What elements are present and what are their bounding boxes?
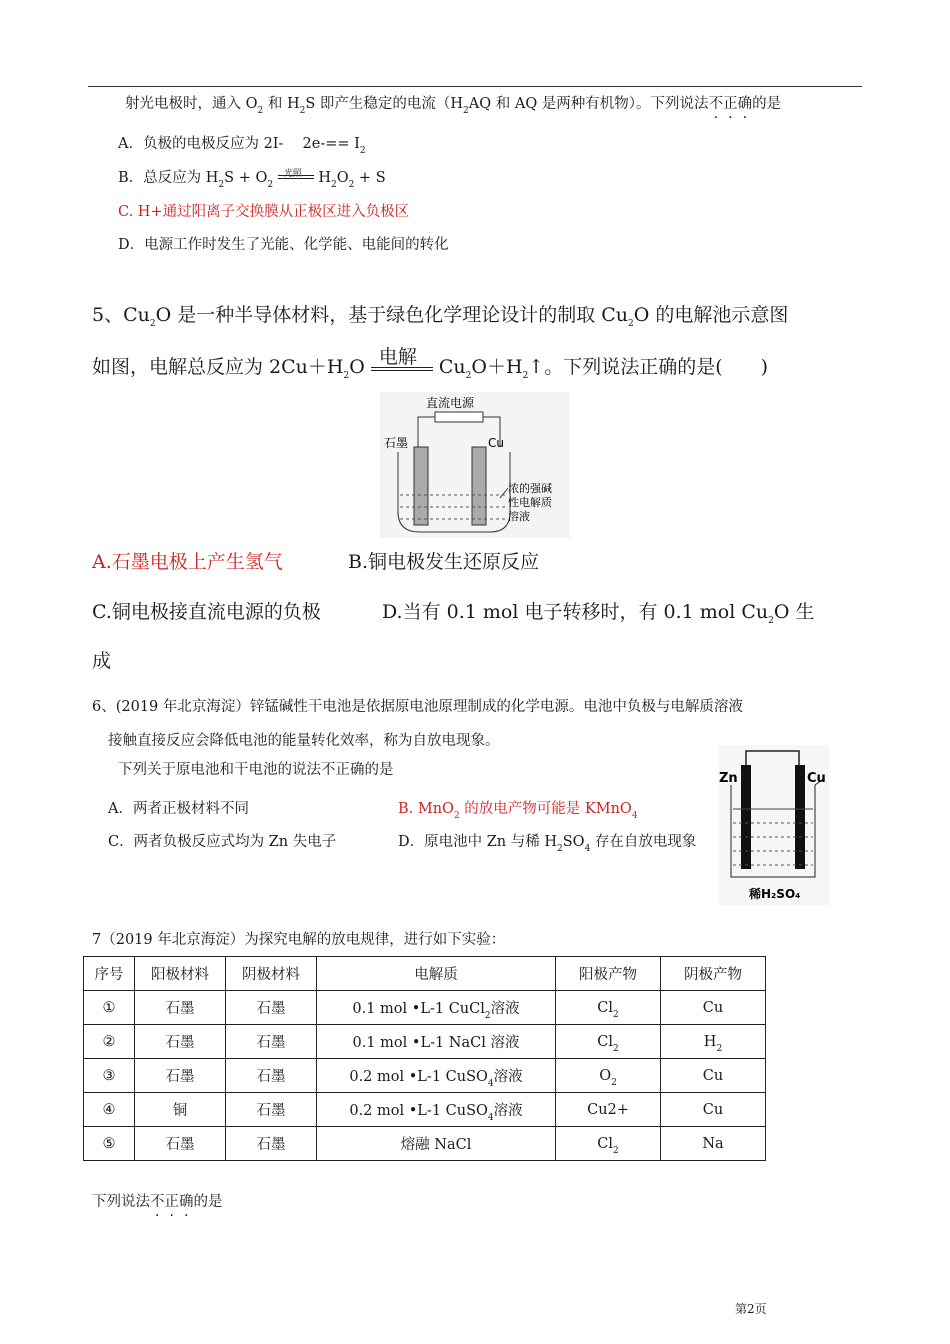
cell-cathode-product: Na (661, 1127, 766, 1161)
cu-label: Cu (807, 771, 826, 786)
cell-cathode: 石墨 (226, 991, 317, 1025)
q4-option-c: C. H+通过阳离子交换膜从正极区进入负极区 (118, 204, 410, 220)
q7-outro: 下列说法不正确的是 (92, 1194, 223, 1210)
electrolysis-cell-figure (380, 392, 570, 538)
cell-cathode-product: Cu (661, 1093, 766, 1127)
table-row (84, 1025, 766, 1059)
q6-option-d: D．原电池中 Zn 与稀 $H_2SO_4$ 存在自放电现象 (398, 834, 697, 854)
q5-option-d: D.当有 0.1 mol 电子转移时，有 0.1 mol $Cu_2O$ 生 (382, 601, 815, 626)
cell-anode-product: $Cl_2$ (556, 1127, 661, 1161)
cell-cathode-product: Cu (661, 1059, 766, 1093)
q4-option-b: B．总反应为 $H_2S + O_2$ 光照 $H_2O_2 + S$ (118, 169, 386, 190)
q5-option-a: A.石墨电极上产生氢气 (92, 551, 283, 573)
cell-electrolyte: 熔融 NaCl (317, 1127, 556, 1161)
header-cell: 阳极材料 (135, 957, 226, 991)
cell-cathode: 石墨 (226, 1059, 317, 1093)
header-cell: 阴极产物 (661, 957, 766, 991)
zn-label: Zn (719, 771, 738, 786)
header-cell: 阴极材料 (226, 957, 317, 991)
cell-no: ④ (84, 1093, 135, 1127)
cell-no: ③ (84, 1059, 135, 1093)
figure-power-label: 直流电源 (426, 396, 475, 410)
cell-anode: 石墨 (135, 1059, 226, 1093)
q4-intro: 射光电极时，通入 $O_2$ 和 $H_2S$ 即产生稳定的电流（$H_2AQ$ 和 AQ 是两种有机物）。下列说法不正确的是 (125, 96, 782, 116)
q6-option-a: A．两者正极材料不同 (108, 801, 249, 817)
experiment-table (83, 956, 766, 1161)
q5-stem-line2: 如图，电解总反应为 $2Cu+H_2O$ 电解 $Cu_2O+H_2↑$。下列说法正确的是( ) (92, 346, 769, 381)
cell-anode-product: $Cl_2$ (556, 991, 661, 1025)
cell-anode-product: Cu2+ (556, 1093, 661, 1127)
cell-cathode: 石墨 (226, 1127, 317, 1161)
figure-right-label: Cu (488, 436, 504, 450)
q4-option-a: A．负极的电极反应为 2I- $2e-== I_2$ (118, 136, 366, 156)
cell-cathode: 石墨 (226, 1093, 317, 1127)
cell-cathode-product: Cu (661, 991, 766, 1025)
acid-label: 稀H₂SO₄ (749, 887, 801, 901)
cell-no: ② (84, 1025, 135, 1059)
q6-stem-line1: 6、(2019 年北京海淀）锌锰碱性干电池是依据原电池原理制成的化学电源。电池中负极与电解质溶液 (92, 699, 743, 715)
cell-anode-product: $O_2$ (556, 1059, 661, 1093)
page-number: 第2页 (735, 1302, 767, 1316)
figure-sol-2: 性电解质 (508, 496, 552, 509)
q5-stem-line1: 5、$Cu_2O$ 是一种半导体材料，基于绿色化学理论设计的制取 $Cu_2O$ 的电解池示意图 (92, 304, 789, 329)
cell-electrolyte: 0.1 mol •L-1 NaCl 溶液 (317, 1025, 556, 1059)
cell-anode: 石墨 (135, 1025, 226, 1059)
header-cell: 电解质 (317, 957, 556, 991)
cell-electrolyte: 0.1 mol •L-1 CuCl$_2$溶液 (317, 991, 556, 1025)
cell-anode: 石墨 (135, 1127, 226, 1161)
table-row (84, 1127, 766, 1161)
cell-no: ⑤ (84, 1127, 135, 1161)
q5-option-d-tail: 成 (92, 650, 112, 672)
q5-option-b: B.铜电极发生还原反应 (348, 551, 540, 573)
q6-option-b: B. MnO$_2$ 的放电产物可能是 KMnO$_4$ (398, 801, 638, 821)
header-cell: 序号 (84, 957, 135, 991)
table-row (84, 1093, 766, 1127)
table-row (84, 991, 766, 1025)
q4-option-d: D．电源工作时发生了光能、化学能、电能间的转化 (118, 237, 449, 253)
q6-option-c: C．两者负极反应式均为 Zn 失电子 (108, 834, 337, 850)
cell-anode: 石墨 (135, 991, 226, 1025)
figure-sol-1: 浓的强碱 (508, 482, 552, 495)
table-header-row (84, 957, 766, 991)
table-row (84, 1059, 766, 1093)
header-cell: 阳极产物 (556, 957, 661, 991)
cell-electrolyte: 0.2 mol •L-1 CuSO$_4$溶液 (317, 1093, 556, 1127)
q7-intro: 7（2019 年北京海淀）为探究电解的放电规律，进行如下实验： (92, 932, 506, 948)
cell-no: ① (84, 991, 135, 1025)
cell-electrolyte: 0.2 mol •L-1 CuSO$_4$溶液 (317, 1059, 556, 1093)
q5-option-c: C.铜电极接直流电源的负极 (92, 601, 321, 623)
figure-left-label: 石墨 (384, 436, 409, 450)
figure-sol-3: 溶液 (508, 510, 530, 523)
cell-cathode: 石墨 (226, 1025, 317, 1059)
cell-anode-product: $Cl_2$ (556, 1025, 661, 1059)
galvanic-cell-figure (719, 745, 829, 905)
header-rule (88, 86, 862, 87)
cell-cathode-product: $H_2$ (661, 1025, 766, 1059)
cell-anode: 铜 (135, 1093, 226, 1127)
q6-stem-line2: 接触直接反应会降低电池的能量转化效率，称为自放电现象。 (108, 733, 500, 749)
q6-stem-line3: 下列关于原电池和干电池的说法不正确的是 (118, 762, 394, 778)
